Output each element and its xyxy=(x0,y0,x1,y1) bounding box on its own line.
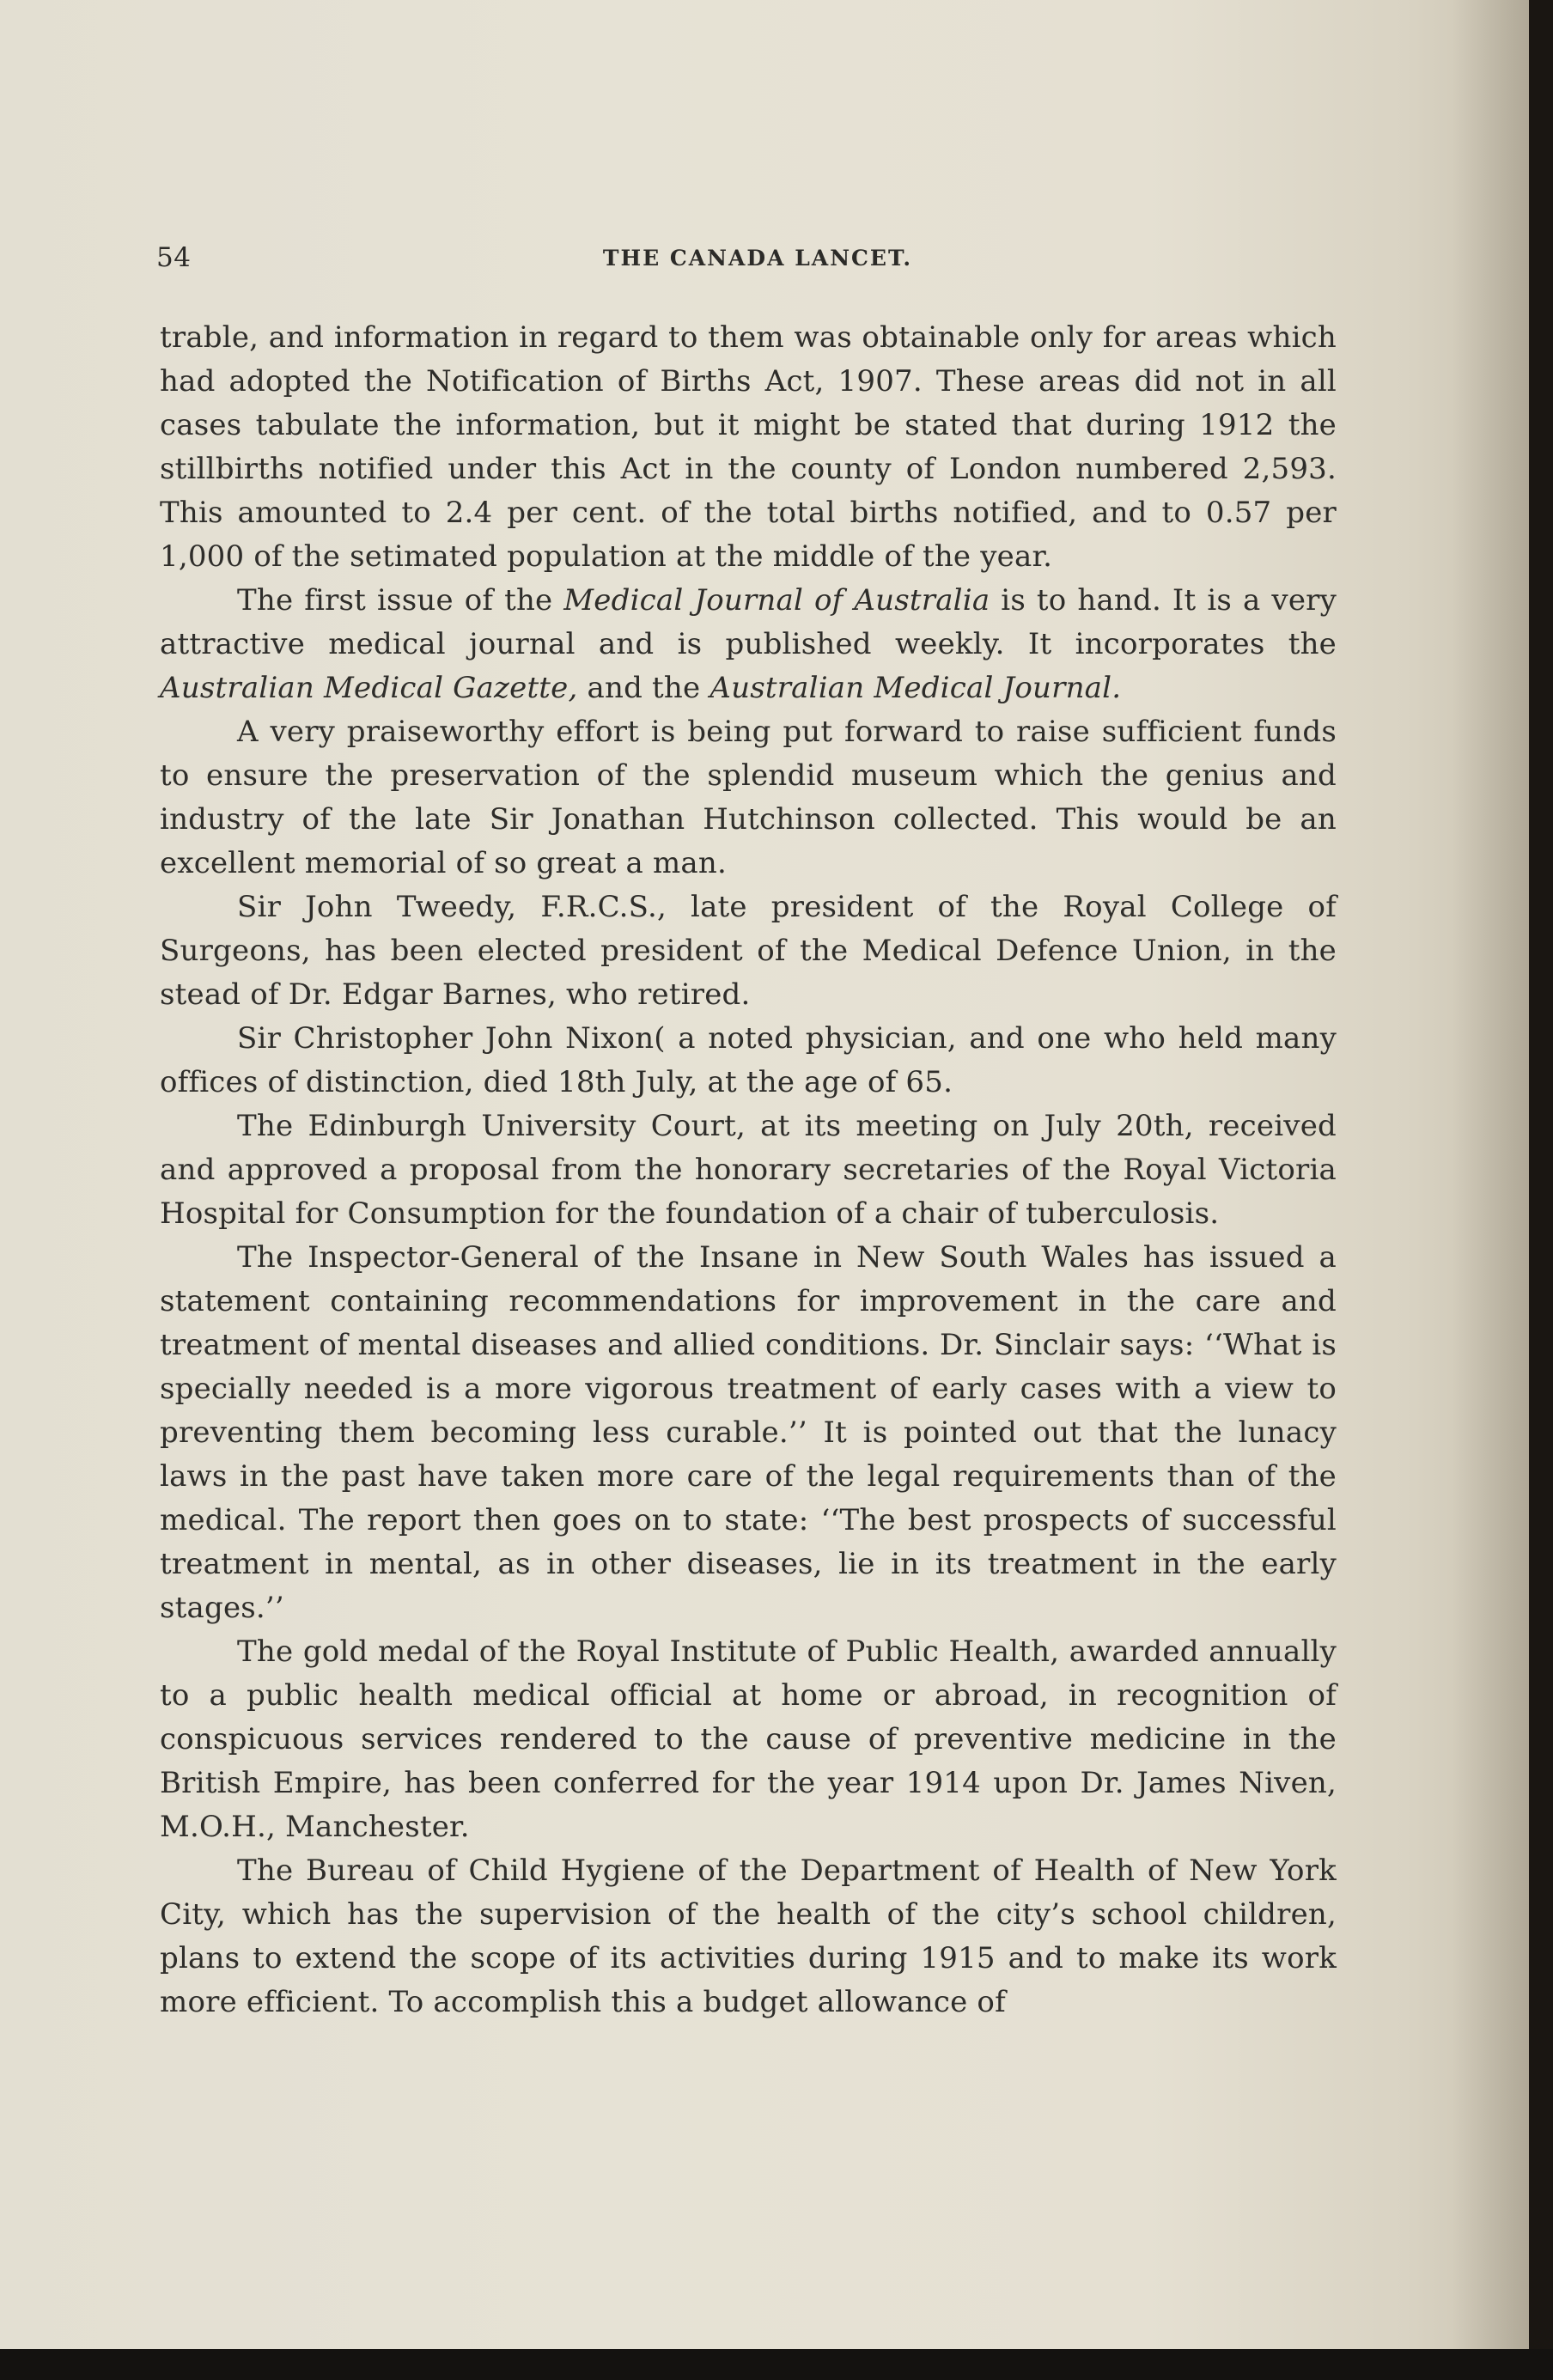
paragraph-text: and the xyxy=(577,671,710,705)
paragraph-hutchinson-museum: A very praiseworthy effort is being put forward to raise sufficient funds to ensure the preservation of the splendid museum which the genius and industry of the late Sir Jonathan Hutchinson collected. This would be an excellent memorial of so great a man. xyxy=(160,715,1337,880)
journal-title: Australian Medical Journal. xyxy=(710,671,1122,705)
paragraph-edinburgh-university: The Edinburgh University Court, at its meeting on July 20th, received and approved a proposal from the honorary secretaries of the Royal Victoria Hospital for Consumption for the foundation of a chair of tuberculosis. xyxy=(160,1109,1337,1231)
body-text xyxy=(160,316,1337,2024)
page-header xyxy=(156,242,1333,283)
paragraph-stillbirths: trable, and information in regard to them was obtainable only for areas which had adopted the Notification of Births Act, 1907. These areas did not in all cases tabulate the information, but it might be stated that during 1912 the stillbirths notified under this Act in the county of London numbered 2,593. This amounted to 2.4 per cent. of the total births notified, and to 0.57 per 1,000 of the setimated population at the middle of the year. xyxy=(160,320,1337,574)
page-number: 54 xyxy=(156,242,192,273)
paragraph-inspector-general-insane: The Inspector-General of the Insane in New South Wales has issued a statement containing recommendations for improvement in the care and treatment of mental diseases and allied conditions. Dr. Sinclair says: ‘‘What is specially needed is a more vigorous treatment of early cases with a view to preventing them becoming less curable.’’ It is pointed out that the lunacy laws in the past have taken more care of the legal requirements than of the medical. The report then goes on to state: ‘‘The best prospects of successful treatment in mental, as in other diseases, lie in its treatment in the early stages.’’ xyxy=(160,1240,1337,1625)
paragraph-christopher-nixon: Sir Christopher John Nixon( a noted physician, and one who held many offices of distinction, died 18th July, at the age of 65. xyxy=(160,1021,1337,1099)
page-bottom-edge xyxy=(0,2349,1553,2380)
journal-title: Australian Medical Gazette, xyxy=(160,671,578,705)
journal-title: Medical Journal of Australia xyxy=(563,583,990,618)
paragraph-medical-journal-australia xyxy=(160,579,1337,710)
paragraph-gold-medal: The gold medal of the Royal Institute of Public Health, awarded annually to a public health medical official at home or abroad, in recognition of conspicuous services rendered to the cause of preventive medicine in the British Empire, has been conferred for the year 1914 upon Dr. James Niven, M.O.H., Manchester. xyxy=(160,1634,1337,1844)
paragraph-child-hygiene: The Bureau of Child Hygiene of the Department of Health of New York City, which has the supervision of the health of the city’s school children, plans to extend the scope of its activities during 1915 and to make its work more efficient. To accomplish this a budget allowance of xyxy=(160,1853,1337,2019)
paragraph-john-tweedy: Sir John Tweedy, F.R.C.S., late president of the Royal College of Surgeons, has been elected president of the Medical Defence Union, in the stead of Dr. Edgar Barnes, who retired. xyxy=(160,890,1337,1012)
paragraph-text: is to hand. It is a very attractive medical journal and is published weekly. It incorporates the xyxy=(160,583,1337,661)
paragraph-text: The first issue of the xyxy=(237,583,564,618)
running-title: THE CANADA LANCET. xyxy=(602,246,913,271)
